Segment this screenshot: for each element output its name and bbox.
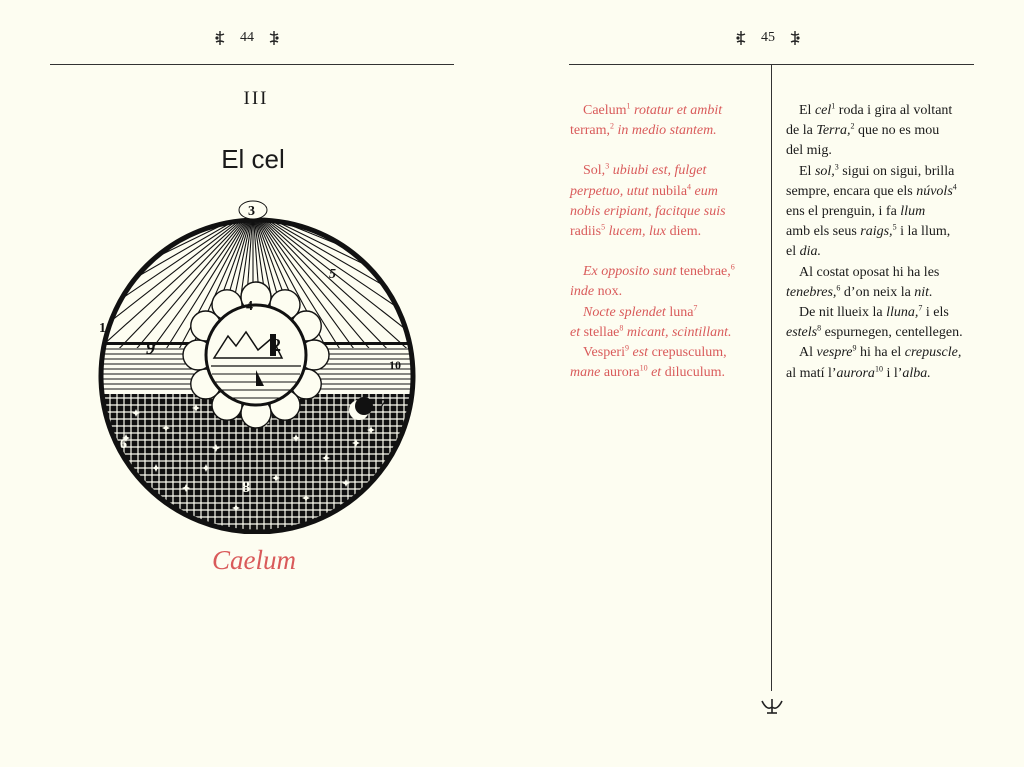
footnote-marker: 1 bbox=[626, 101, 631, 111]
catalan-paragraph bbox=[786, 303, 976, 343]
footnote-marker: 8 bbox=[619, 323, 624, 333]
italic-text: estels bbox=[786, 325, 818, 341]
latin-line bbox=[570, 222, 760, 242]
italic-text: et bbox=[647, 365, 662, 381]
fleuron-end-icon bbox=[759, 697, 785, 715]
latin-paragraph bbox=[570, 262, 760, 302]
label-1: 1 bbox=[99, 321, 106, 336]
chapter-number: III bbox=[243, 88, 269, 109]
footnote-marker: 2 bbox=[610, 121, 615, 131]
text-segment: Sol, bbox=[583, 163, 606, 179]
text-segment: espurnegen, centellegen. bbox=[821, 325, 963, 341]
italic-text: lluna, bbox=[886, 305, 919, 321]
label-4: 4 bbox=[246, 299, 253, 314]
latin-line bbox=[570, 202, 760, 222]
text-segment: aurora bbox=[600, 365, 640, 381]
text-segment: El bbox=[799, 163, 815, 179]
text-segment: Al bbox=[799, 345, 817, 361]
catalan-text-column bbox=[786, 101, 976, 384]
footnote-marker: 4 bbox=[687, 181, 692, 191]
latin-line bbox=[570, 343, 760, 363]
text-segment: de la bbox=[786, 123, 817, 139]
text-segment: radiis bbox=[570, 224, 602, 240]
footnote-marker: 4 bbox=[952, 182, 957, 192]
text-segment: Al costat oposat hi ha les bbox=[799, 264, 940, 280]
footnote-marker: 5 bbox=[892, 222, 897, 232]
italic-text: alba. bbox=[902, 365, 931, 381]
italic-text: perpetuo, utut bbox=[570, 183, 649, 199]
text-segment: diluculum. bbox=[661, 365, 725, 381]
catalan-paragraph bbox=[786, 263, 976, 303]
italic-text: nobis eripiant, facitque suis bbox=[570, 203, 726, 219]
label-9: 9 bbox=[146, 338, 155, 358]
catalan-line bbox=[786, 283, 976, 303]
catalan-line bbox=[786, 303, 976, 323]
text-segment: el bbox=[786, 244, 800, 260]
footnote-marker: 5 bbox=[601, 222, 606, 232]
column-divider bbox=[771, 65, 772, 691]
italic-text: et bbox=[570, 324, 581, 340]
catalan-line bbox=[786, 222, 976, 242]
text-segment: sigui on sigui, brilla bbox=[838, 163, 955, 179]
italic-text: crepuscle, bbox=[904, 345, 962, 361]
footnote-marker: 1 bbox=[831, 101, 836, 111]
italic-text: est bbox=[629, 345, 649, 361]
footnote-marker: 9 bbox=[625, 343, 629, 353]
catalan-line bbox=[786, 343, 976, 363]
catalan-line bbox=[786, 141, 976, 161]
footnote-marker: 9 bbox=[852, 343, 857, 353]
text-segment: del mig. bbox=[786, 143, 832, 159]
text-segment: De nit llueix la bbox=[799, 305, 887, 321]
italic-text: eum bbox=[691, 183, 718, 199]
latin-line bbox=[570, 282, 760, 302]
italic-text: núvols bbox=[916, 183, 953, 199]
italic-text: Ex opposito sunt bbox=[583, 264, 677, 280]
chapter-title: El cel bbox=[221, 144, 285, 174]
label-5: 5 bbox=[329, 267, 336, 282]
italic-text: ubiubi est, fulget bbox=[609, 163, 707, 179]
latin-paragraph bbox=[570, 161, 760, 242]
footnote-marker: 7 bbox=[693, 302, 698, 312]
label-2: 2 bbox=[272, 335, 281, 355]
text-segment: amb els seus bbox=[786, 224, 861, 240]
italic-text: sol, bbox=[814, 163, 835, 179]
italic-text: vespre bbox=[816, 345, 853, 361]
latin-line bbox=[570, 101, 760, 121]
text-segment: nox. bbox=[594, 284, 623, 300]
italic-text: lucem, lux bbox=[605, 224, 667, 240]
text-segment: d’on neix la bbox=[840, 284, 915, 300]
italic-text: in medio stantem. bbox=[614, 123, 717, 139]
italic-text: mane bbox=[570, 365, 601, 381]
label-7: 7 bbox=[379, 397, 386, 412]
text-segment: i la llum, bbox=[896, 224, 951, 240]
latin-paragraph bbox=[570, 303, 760, 343]
text-segment: diem. bbox=[666, 224, 702, 240]
italic-text: nit. bbox=[914, 284, 933, 300]
text-segment: luna bbox=[665, 304, 694, 320]
italic-text: inde bbox=[570, 284, 595, 300]
latin-line bbox=[570, 121, 760, 141]
italic-text: aurora bbox=[836, 365, 875, 381]
illustration-caption: Caelum bbox=[212, 545, 296, 575]
text-segment: stellae bbox=[580, 324, 620, 340]
catalan-paragraph bbox=[786, 343, 976, 383]
latin-line bbox=[570, 323, 760, 343]
label-6: 6 bbox=[120, 437, 127, 452]
catalan-line bbox=[786, 121, 976, 141]
page-number: 44 bbox=[240, 30, 254, 45]
text-segment: Caelum bbox=[583, 103, 627, 118]
label-8: 8 bbox=[242, 479, 250, 496]
italic-text: rotatur et ambit bbox=[630, 103, 723, 118]
catalan-line bbox=[786, 364, 976, 384]
latin-line bbox=[570, 363, 760, 383]
text-segment: nubila bbox=[648, 183, 688, 199]
text-segment: al matí l’ bbox=[786, 365, 837, 381]
page-number: 45 bbox=[761, 30, 775, 45]
footnote-marker: 2 bbox=[850, 121, 855, 131]
label-3: 3 bbox=[248, 204, 255, 219]
fleuron-icon bbox=[789, 31, 801, 45]
latin-text-column bbox=[570, 101, 760, 383]
footnote-marker: 3 bbox=[605, 161, 610, 171]
text-segment: crepusculum, bbox=[648, 345, 727, 361]
latin-line bbox=[570, 182, 760, 202]
footnote-marker: 10 bbox=[874, 363, 883, 373]
text-segment: que no es mou bbox=[854, 123, 940, 139]
catalan-line bbox=[786, 242, 976, 262]
catalan-line bbox=[786, 101, 976, 121]
text-segment: tenebrae, bbox=[676, 264, 731, 280]
footnote-marker: 7 bbox=[918, 303, 923, 313]
text-segment: hi ha el bbox=[856, 345, 905, 361]
catalan-paragraph bbox=[786, 162, 976, 263]
text-segment: i els bbox=[922, 305, 949, 321]
italic-text: micant, scintillant. bbox=[623, 324, 732, 340]
latin-paragraph bbox=[570, 101, 760, 141]
footnote-marker: 8 bbox=[817, 323, 822, 333]
catalan-line bbox=[786, 323, 976, 343]
italic-text: cel bbox=[814, 103, 832, 118]
italic-text: llum bbox=[900, 204, 926, 220]
latin-line bbox=[570, 161, 760, 181]
text-segment: roda i gira al voltant bbox=[835, 103, 953, 118]
text-segment: ens el prenguin, i fa bbox=[786, 204, 901, 220]
right-folio bbox=[735, 30, 801, 46]
latin-line bbox=[570, 303, 760, 323]
text-segment: terram, bbox=[570, 123, 611, 139]
text-segment: sempre, encara que els bbox=[786, 183, 917, 199]
footnote-marker: 6 bbox=[836, 283, 841, 293]
footnote-marker: 10 bbox=[639, 363, 648, 373]
catalan-paragraph bbox=[786, 101, 976, 162]
latin-line bbox=[570, 262, 760, 282]
text-segment: Vesperi bbox=[583, 345, 625, 361]
footnote-marker: 3 bbox=[834, 161, 839, 171]
label-10: 10 bbox=[389, 358, 401, 372]
italic-text: Terra, bbox=[816, 123, 851, 139]
fleuron-icon bbox=[735, 31, 747, 45]
italic-text: raigs, bbox=[860, 224, 893, 240]
text-segment: El bbox=[799, 103, 815, 118]
italic-text: dia. bbox=[799, 244, 821, 260]
italic-text: tenebres, bbox=[786, 284, 837, 300]
footnote-marker: 6 bbox=[730, 262, 735, 272]
catalan-line bbox=[786, 202, 976, 222]
catalan-line bbox=[786, 182, 976, 202]
italic-text: Nocte splendet bbox=[583, 304, 666, 320]
text-segment: i l’ bbox=[882, 365, 903, 381]
catalan-line bbox=[786, 263, 976, 283]
latin-paragraph bbox=[570, 343, 760, 383]
catalan-line bbox=[786, 162, 976, 182]
